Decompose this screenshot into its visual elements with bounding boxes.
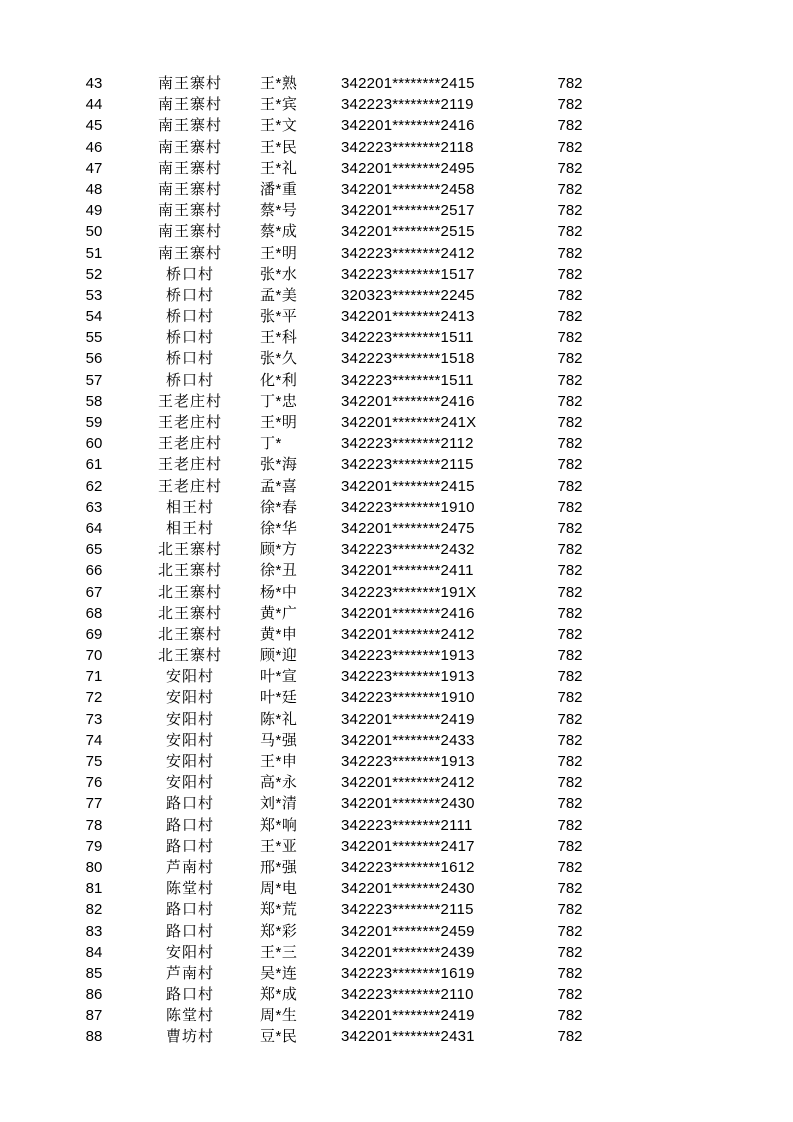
row-number-cell: 70 [85,647,103,665]
person-name-cell: 周*生 [260,1007,298,1025]
id-number-cell: 342223********1913 [341,647,475,665]
table-row [0,624,793,645]
table-row [0,73,793,94]
table-row [0,857,793,878]
amount-cell: 782 [557,244,583,262]
table-row [0,793,793,814]
village-cell: 路口村 [165,837,214,855]
table-body [0,73,793,1048]
row-number-cell: 71 [85,668,103,686]
row-number-cell: 73 [85,710,103,728]
row-number-cell: 81 [85,880,103,898]
id-number-cell: 342223********2111 [341,816,473,834]
table-row [0,306,793,327]
person-name-cell: 黄*申 [260,625,298,643]
id-number-cell: 342223********1913 [341,753,475,770]
person-name-cell: 化*利 [260,371,298,389]
person-name-cell: 马*强 [260,731,298,749]
table-row [0,984,793,1005]
table-row [0,94,793,115]
row-number-cell: 76 [85,774,103,792]
id-number-cell: 320323********2245 [341,286,475,304]
id-number-cell: 342223********1517 [341,265,475,283]
person-name-cell: 叶*宣 [260,668,298,686]
village-cell: 南王寨村 [157,159,222,177]
village-cell: 路口村 [165,986,214,1004]
amount-cell: 782 [557,371,583,389]
row-number-cell: 44 [85,96,103,114]
id-number-cell: 342223********1511 [341,371,474,389]
village-cell: 桥口村 [165,371,214,389]
id-number-cell: 342201********2458 [341,180,475,198]
village-cell: 南王寨村 [157,117,222,135]
table-row [0,560,793,581]
person-name-cell: 王*宾 [260,96,298,114]
person-name-cell: 孟*美 [260,286,298,304]
amount-cell: 782 [557,583,583,601]
row-number-cell: 49 [85,202,103,220]
row-number-cell: 55 [85,329,103,347]
amount-cell: 782 [557,223,583,241]
amount-cell: 782 [557,858,583,876]
id-number-cell: 342201********2517 [341,202,475,220]
person-name-cell: 吴*连 [260,964,298,982]
amount-cell: 782 [557,647,583,665]
id-number-cell: 342201********2411 [341,562,474,580]
table-row [0,348,793,369]
row-number-cell: 79 [85,837,103,855]
amount-cell: 782 [557,922,583,940]
amount-cell: 782 [557,117,583,135]
person-name-cell: 徐*春 [260,498,298,516]
id-number-cell: 342223********1518 [341,350,475,368]
id-number-cell: 342223********2115 [341,456,474,474]
id-number-cell: 342223********2432 [341,541,475,559]
id-number-cell: 342223********1612 [341,858,475,876]
row-number-cell: 57 [85,371,103,389]
row-number-cell: 86 [85,986,103,1004]
row-number-cell: 52 [85,265,103,283]
row-number-cell: 63 [85,498,103,516]
table-row [0,412,793,433]
table-row [0,454,793,475]
amount-cell: 782 [557,901,583,919]
village-cell: 相王村 [165,519,214,537]
table-row [0,1026,793,1047]
row-number-cell: 84 [85,943,103,961]
row-number-cell: 64 [85,519,103,537]
row-number-cell: 87 [85,1007,103,1025]
amount-cell: 782 [557,562,583,580]
village-cell: 芦南村 [165,964,214,982]
beneficiary-table [0,73,793,1048]
person-name-cell: 蔡*号 [260,202,298,220]
amount-cell: 782 [557,964,583,982]
amount-cell: 782 [557,986,583,1004]
person-name-cell: 王*文 [260,117,298,135]
row-number-cell: 62 [85,477,103,495]
village-cell: 南王寨村 [157,75,222,92]
row-number-cell: 48 [85,180,103,198]
village-cell: 曹坊村 [165,1028,214,1046]
table-row [0,539,793,560]
table-row [0,433,793,454]
id-number-cell: 342201********2475 [341,519,475,537]
village-cell: 南王寨村 [157,223,222,241]
row-number-cell: 43 [85,75,103,92]
amount-cell: 782 [557,159,583,177]
table-row [0,963,793,984]
table-row [0,243,793,264]
person-name-cell: 王*申 [260,753,298,770]
person-name-cell: 陈*礼 [260,710,298,728]
row-number-cell: 78 [85,816,103,834]
village-cell: 路口村 [165,922,214,940]
amount-cell: 782 [557,96,583,114]
village-cell: 安阳村 [165,710,214,728]
table-row [0,285,793,306]
table-row [0,370,793,391]
row-number-cell: 56 [85,350,103,368]
id-number-cell: 342201********241X [341,414,477,431]
person-name-cell: 王*三 [260,943,298,961]
person-name-cell: 王*亚 [260,837,298,855]
id-number-cell: 342223********1913 [341,668,475,686]
table-row [0,687,793,708]
person-name-cell: 徐*华 [260,519,298,537]
amount-cell: 782 [557,1007,583,1025]
village-cell: 王老庄村 [157,414,222,431]
row-number-cell: 75 [85,753,103,770]
amount-cell: 782 [557,329,583,347]
table-row [0,709,793,730]
amount-cell: 782 [557,477,583,495]
amount-cell: 782 [557,795,583,813]
id-number-cell: 342201********2413 [341,308,475,326]
id-number-cell: 342201********2419 [341,1007,475,1025]
id-number-cell: 342223********2119 [341,96,474,114]
id-number-cell: 342201********2416 [341,117,475,135]
amount-cell: 782 [557,668,583,686]
village-cell: 桥口村 [165,265,214,283]
table-row [0,730,793,751]
id-number-cell: 342201********2431 [341,1028,475,1046]
amount-cell: 782 [557,604,583,622]
row-number-cell: 80 [85,858,103,876]
amount-cell: 782 [557,710,583,728]
village-cell: 安阳村 [165,731,214,749]
id-number-cell: 342201********2459 [341,922,475,940]
table-row [0,751,793,772]
row-number-cell: 50 [85,223,103,241]
village-cell: 王老庄村 [157,435,222,453]
row-number-cell: 58 [85,392,103,410]
person-name-cell: 顾*迎 [260,647,298,665]
person-name-cell: 叶*廷 [260,689,298,707]
person-name-cell: 郑*荒 [260,901,298,919]
id-number-cell: 342223********2115 [341,901,474,919]
village-cell: 北王寨村 [157,541,222,559]
amount-cell: 782 [557,880,583,898]
row-number-cell: 88 [85,1028,103,1046]
table-row [0,391,793,412]
village-cell: 北王寨村 [157,604,222,622]
row-number-cell: 51 [85,244,103,262]
village-cell: 南王寨村 [157,138,222,156]
village-cell: 桥口村 [165,308,214,326]
person-name-cell: 王*科 [260,329,298,347]
village-cell: 王老庄村 [157,456,222,474]
id-number-cell: 342201********2515 [341,223,475,241]
id-number-cell: 342201********2416 [341,604,475,622]
person-name-cell: 张*久 [260,350,298,368]
village-cell: 桥口村 [165,329,214,347]
id-number-cell: 342223********2112 [341,435,474,453]
table-row [0,942,793,963]
table-row [0,497,793,518]
amount-cell: 782 [557,138,583,156]
id-number-cell: 342201********2412 [341,625,475,643]
table-row [0,200,793,221]
person-name-cell: 王*明 [260,244,298,262]
person-name-cell: 蔡*成 [260,223,298,241]
amount-cell: 782 [557,456,583,474]
row-number-cell: 66 [85,562,103,580]
amount-cell: 782 [557,180,583,198]
person-name-cell: 郑*成 [260,986,298,1004]
row-number-cell: 65 [85,541,103,559]
id-number-cell: 342223********2412 [341,244,475,262]
amount-cell: 782 [557,625,583,643]
person-name-cell: 王*明 [260,414,298,431]
village-cell: 王老庄村 [157,392,222,410]
row-number-cell: 82 [85,901,103,919]
village-cell: 北王寨村 [157,647,222,665]
row-number-cell: 61 [85,456,103,474]
row-number-cell: 68 [85,604,103,622]
village-cell: 桥口村 [165,286,214,304]
row-number-cell: 53 [85,286,103,304]
table-row [0,327,793,348]
amount-cell: 782 [557,286,583,304]
person-name-cell: 徐*丑 [260,562,298,580]
id-number-cell: 342223********1910 [341,498,475,516]
row-number-cell: 83 [85,922,103,940]
person-name-cell: 郑*响 [260,816,298,834]
amount-cell: 782 [557,202,583,220]
id-number-cell: 342201********2495 [341,159,475,177]
person-name-cell: 张*水 [260,265,298,283]
person-name-cell: 高*永 [260,774,298,792]
amount-cell: 782 [557,943,583,961]
village-cell: 安阳村 [165,943,214,961]
village-cell: 陈堂村 [165,1007,214,1025]
row-number-cell: 46 [85,138,103,156]
table-row [0,518,793,539]
person-name-cell: 潘*重 [260,180,298,198]
person-name-cell: 丁* [260,435,282,453]
table-row [0,476,793,497]
person-name-cell: 郑*彩 [260,922,298,940]
amount-cell: 782 [557,689,583,707]
table-row [0,899,793,920]
table-row [0,836,793,857]
village-cell: 安阳村 [165,668,214,686]
village-cell: 路口村 [165,901,214,919]
row-number-cell: 45 [85,117,103,135]
table-row [0,264,793,285]
person-name-cell: 黄*广 [260,604,298,622]
id-number-cell: 342223********2118 [341,138,474,156]
amount-cell: 782 [557,350,583,368]
table-row [0,645,793,666]
person-name-cell: 孟*喜 [260,477,298,495]
id-number-cell: 342223********1511 [341,329,474,347]
village-cell: 北王寨村 [157,562,222,580]
row-number-cell: 69 [85,625,103,643]
id-number-cell: 342201********2415 [341,477,475,495]
id-number-cell: 342201********2430 [341,880,475,898]
id-number-cell: 342223********1619 [341,964,475,982]
amount-cell: 782 [557,308,583,326]
row-number-cell: 47 [85,159,103,177]
id-number-cell: 342201********2417 [341,837,475,855]
person-name-cell: 豆*民 [260,1028,298,1046]
village-cell: 南王寨村 [157,244,222,262]
table-row [0,137,793,158]
id-number-cell: 342223********191X [341,583,477,601]
table-row [0,1005,793,1026]
table-row [0,115,793,136]
village-cell: 北王寨村 [157,583,222,601]
table-row [0,772,793,793]
person-name-cell: 刘*清 [260,795,298,813]
amount-cell: 782 [557,498,583,516]
amount-cell: 782 [557,414,583,431]
id-number-cell: 342201********2419 [341,710,475,728]
person-name-cell: 王*熟 [260,75,298,92]
table-row [0,603,793,624]
village-cell: 南王寨村 [157,202,222,220]
village-cell: 路口村 [165,816,214,834]
person-name-cell: 杨*中 [260,583,298,601]
row-number-cell: 72 [85,689,103,707]
person-name-cell: 王*民 [260,138,298,156]
id-number-cell: 342201********2412 [341,774,475,792]
row-number-cell: 60 [85,435,103,453]
id-number-cell: 342201********2439 [341,943,475,961]
village-cell: 安阳村 [165,753,214,770]
person-name-cell: 丁*忠 [260,392,298,410]
person-name-cell: 张*平 [260,308,298,326]
table-row [0,921,793,942]
id-number-cell: 342223********1910 [341,689,475,707]
village-cell: 陈堂村 [165,880,214,898]
person-name-cell: 张*海 [260,456,298,474]
person-name-cell: 周*电 [260,880,298,898]
table-row [0,666,793,687]
person-name-cell: 王*礼 [260,159,298,177]
table-row [0,878,793,899]
table-row [0,815,793,836]
amount-cell: 782 [557,392,583,410]
village-cell: 王老庄村 [157,477,222,495]
table-row [0,158,793,179]
amount-cell: 782 [557,753,583,770]
row-number-cell: 54 [85,308,103,326]
village-cell: 南王寨村 [157,96,222,114]
row-number-cell: 85 [85,964,103,982]
row-number-cell: 74 [85,731,103,749]
amount-cell: 782 [557,541,583,559]
id-number-cell: 342201********2415 [341,75,475,92]
id-number-cell: 342223********2110 [341,986,474,1004]
table-row [0,221,793,242]
village-cell: 安阳村 [165,689,214,707]
amount-cell: 782 [557,435,583,453]
village-cell: 芦南村 [165,858,214,876]
row-number-cell: 77 [85,795,103,813]
village-cell: 北王寨村 [157,625,222,643]
person-name-cell: 邢*强 [260,858,298,876]
village-cell: 路口村 [165,795,214,813]
amount-cell: 782 [557,774,583,792]
id-number-cell: 342201********2430 [341,795,475,813]
id-number-cell: 342201********2433 [341,731,475,749]
table-row [0,582,793,603]
id-number-cell: 342201********2416 [341,392,475,410]
row-number-cell: 67 [85,583,103,601]
village-cell: 桥口村 [165,350,214,368]
table-row [0,179,793,200]
village-cell: 南王寨村 [157,180,222,198]
person-name-cell: 顾*方 [260,541,298,559]
amount-cell: 782 [557,837,583,855]
amount-cell: 782 [557,731,583,749]
amount-cell: 782 [557,265,583,283]
amount-cell: 782 [557,75,583,92]
amount-cell: 782 [557,519,583,537]
amount-cell: 782 [557,816,583,834]
row-number-cell: 59 [85,414,103,431]
amount-cell: 782 [557,1028,583,1046]
village-cell: 安阳村 [165,774,214,792]
village-cell: 相王村 [165,498,214,516]
